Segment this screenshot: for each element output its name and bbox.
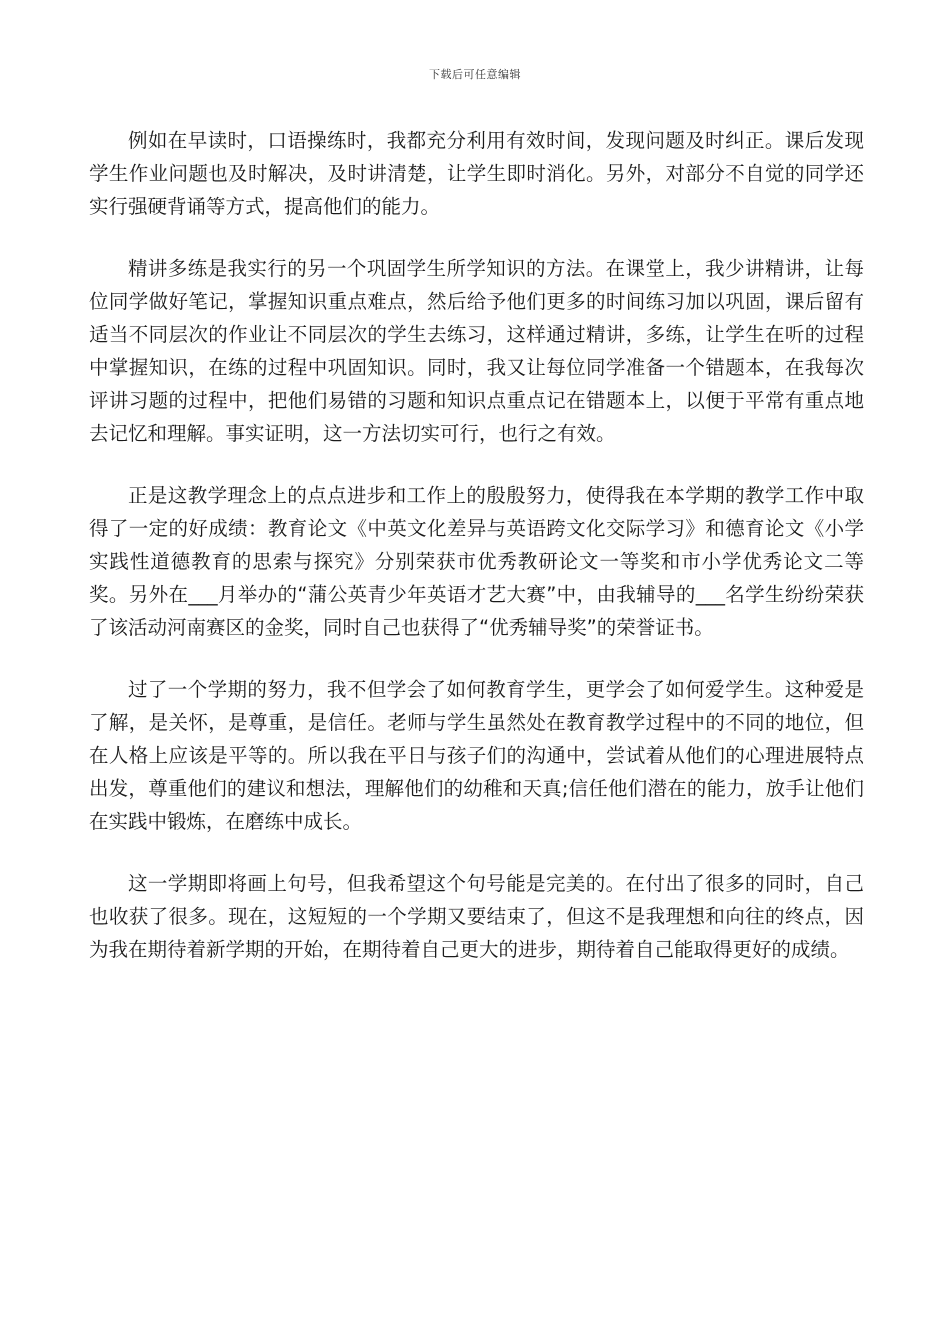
page-header-note: 下载后可任意编辑: [429, 68, 521, 81]
paragraph-5: 这一学期即将画上句号，但我希望这个句号能是完美的。在付出了很多的同时，自己也收获了很多。现在，这短短的一个学期又要结束了，但这不是我理想和向往的终点，因为我在期待着新学期的开始，在期待着自己更大的进步，期待着自己能取得更好的成绩。: [89, 872, 864, 961]
document-body: [89, 124, 864, 995]
paragraph-4: 过了一个学期的努力，我不但学会了如何教育学生，更学会了如何爱学生。这种爱是了解，是关怀，是尊重，是信任。老师与学生虽然处在教育教学过程中的不同的地位，但在人格上应该是平等的。所以我在平日与孩子们的沟通中，尝试着从他们的心理进展特点出发，尊重他们的建议和想法，理解他们的幼稚和天真;信任他们潜在的能力，放手让他们在实践中锻炼，在磨练中成长。: [89, 678, 864, 833]
paragraph-3: 正是这教学理念上的点点进步和工作上的殷殷努力，使得我在本学期的教学工作中取得了一定的好成绩：教育论文《中英文化差异与英语跨文化交际学习》和德育论文《小学实践性道德教育的思索与探究》分别荣获市优秀教研论文一等奖和市小学优秀论文二等奖。另外在___月举办的“蒲公英青少年英语才艺大赛”中，由我辅导的___名学生纷纷荣获了该活动河南赛区的金奖，同时自己也获得了“优秀辅导奖”的荣誉证书。: [89, 484, 864, 639]
paragraph-1: 例如在早读时，口语操练时，我都充分利用有效时间，发现问题及时纠正。课后发现学生作业问题也及时解决，及时讲清楚，让学生即时消化。另外，对部分不自觉的同学还实行强硬背诵等方式，提高他们的能力。: [89, 129, 864, 218]
paragraph-2: 精讲多练是我实行的另一个巩固学生所学知识的方法。在课堂上，我少讲精讲，让每位同学做好笔记，掌握知识重点难点，然后给予他们更多的时间练习加以巩固，课后留有适当不同层次的作业让不同层次的学生去练习，这样通过精讲，多练，让学生在听的过程中掌握知识，在练的过程中巩固知识。同时，我又让每位同学准备一个错题本，在我每次评讲习题的过程中，把他们易错的习题和知识点重点记在错题本上，以便于平常有重点地去记忆和理解。事实证明，这一方法切实可行，也行之有效。: [89, 257, 864, 445]
